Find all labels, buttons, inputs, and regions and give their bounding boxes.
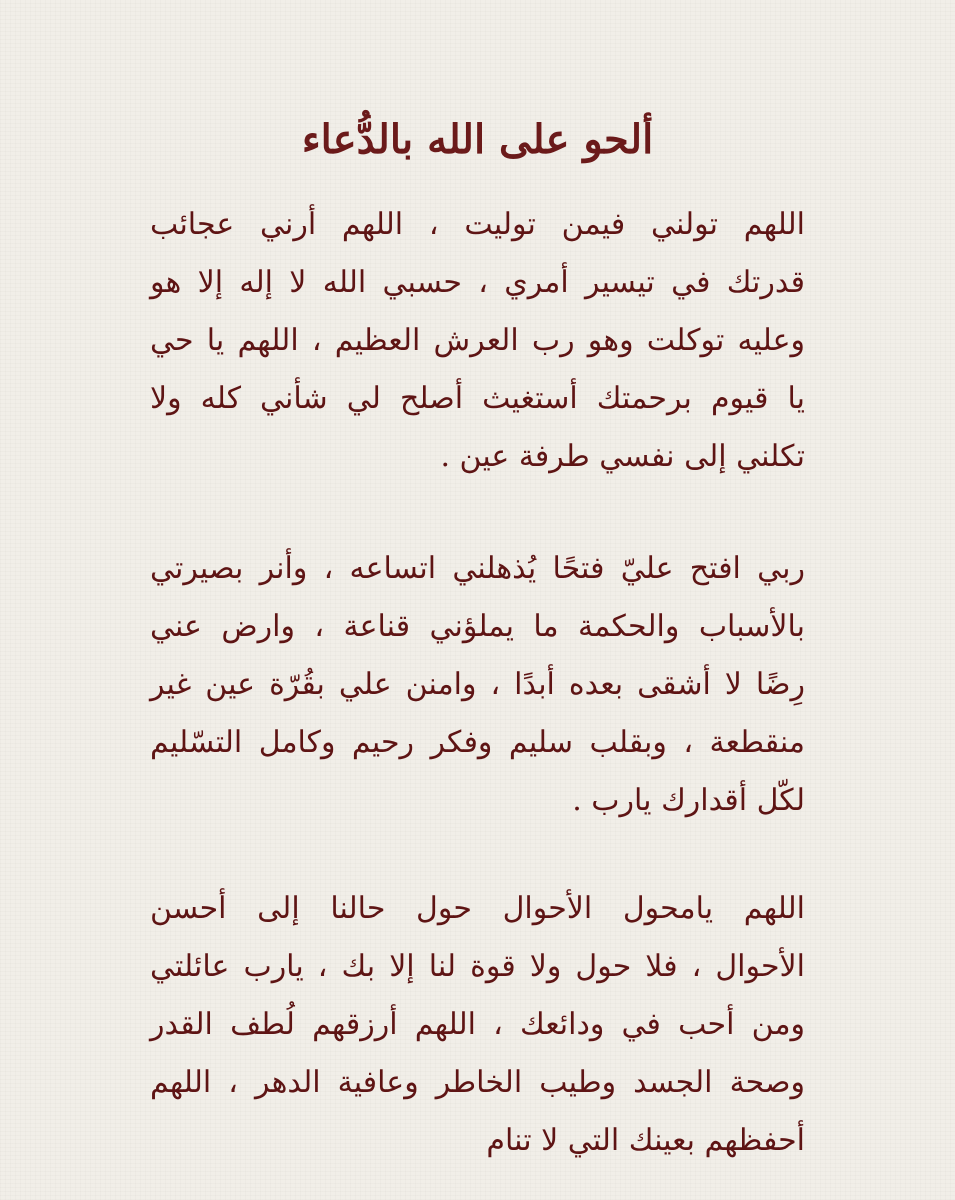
paragraph-line: رِضًا لا أشقى بعده أبدًا ، وامنن علي بقُرّة عين غير — [150, 667, 805, 702]
paragraph-line: ربي افتح عليّ فتحًا يُذهلني اتساعه ، وأنر بصيرتي — [150, 551, 805, 586]
paragraph-line: بالأسباب والحكمة ما يملؤني قناعة ، وارض عني — [150, 609, 805, 644]
paragraph-line: وعليه توكلت وهو رب العرش العظيم ، اللهم يا حي — [150, 323, 805, 358]
paragraph-3 — [150, 880, 805, 1170]
paragraph-line: يا قيوم برحمتك أستغيث أصلح لي شأني كله ولا — [150, 381, 805, 416]
page-title: ألحو على الله بالدُّعاء — [301, 116, 654, 163]
paragraph-line: ومن أحب في ودائعك ، اللهم أرزقهم لُطف القدر — [150, 1007, 805, 1042]
paragraph-line: قدرتك في تيسير أمري ، حسبي الله لا إله إلا هو — [150, 265, 805, 300]
paragraph-line: الأحوال ، فلا حول ولا قوة لنا إلا بك ، يارب عائلتي — [150, 949, 805, 984]
paragraph-line: اللهم يامحول الأحوال حول حالنا إلى أحسن — [150, 891, 805, 926]
paragraph-line: وصحة الجسد وطيب الخاطر وعافية الدهر ، اللهم — [150, 1065, 805, 1100]
paragraph-line: تكلني إلى نفسي طرفة عين . — [440, 439, 805, 474]
paragraph-line: اللهم تولني فيمن توليت ، اللهم أرني عجائب — [150, 207, 805, 242]
paragraph-line: أحفظهم بعينك التي لا تنام — [486, 1123, 805, 1158]
paragraph-line: منقطعة ، وبقلب سليم وفكر رحيم وكامل التسّليم — [150, 725, 805, 760]
paragraph-2 — [150, 540, 805, 830]
paragraph-line: لكّل أقدارك يارب . — [572, 783, 805, 818]
paragraph-1 — [150, 196, 805, 486]
